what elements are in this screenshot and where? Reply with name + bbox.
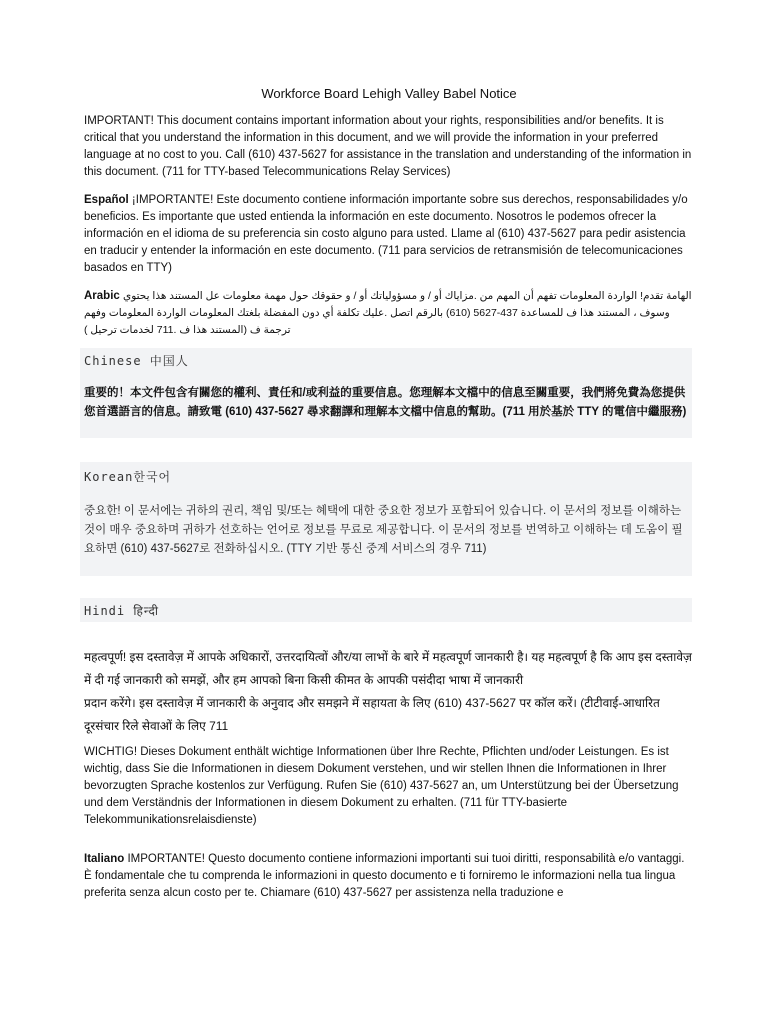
chinese-text: 重要的！本文件包含有關您的權利、責任和/或利益的重要信息。您理解本文檔中的信息至關重要，我們將免費為您提供您首選語言的信息。請致電 (610) 437-5627 尋求翻譯和理解本文檔中信息的幫助。(711 用於基於 TTY 的電信中繼服務) [84,387,687,418]
spanish-notice [84,192,692,277]
spanish-label: Español [84,194,129,206]
hindi-text-2: प्रदान करेंगे। इस दस्तावेज़ में जानकारी के अनुवाद और समझने में सहायता के लिए (610) 437-5627 पर कॉल करें। (टीटीवाई-आधारित दूरसंचार रिले सेवाओं के लिए 711 [84,696,660,733]
spanish-text: ¡IMPORTANTE! Este documento contiene información importante sobre sus derechos, responsabilidades y/o beneficios. Es importante que usted entienda la información en este documento. Nosotros le podemos ofrecer la información en el idioma de su preferencia sin costo alguno para usted. Llame al (610) 437-5627 para pedir asistencia en traducir y entender la información en este documento. (711 para servicios de retransmisión de telecomunicaciones basados en TTY) [84,194,688,274]
arabic-notice [84,288,692,339]
arabic-text: الهامة تقدم! الواردة المعلومات تفهم أن المهم من .مزاياك أو / و مسؤولياتك أو / و حقوقك حول مهمة معلومات عل المستند هذا يحتوي وسوف ، المستند هذا ف للمساعدة 437-5627 (610) بالرقم اتصل .عليك تكلفة أي دون المفضلة بلغتك المعلومات الواردة المعلومات وفهم ترجمة ف (المستند هذا ف .711 لخدمات ترحيل ) [84,290,692,336]
chinese-label: Chinese 中国人 [84,354,189,368]
italian-text: IMPORTANTE! Questo documento contiene informazioni importanti sui tuoi diritti, responsabilità e/o vantaggi. È fondamentale che tu comprenda le informazioni in questo documento e ti forniremo le informazioni nella tua lingua preferita senza alcun costo per te. Chiamare (610) 437-5627 per assistenza nella traduzione e [84,853,685,899]
italian-label: Italiano [84,853,125,865]
hindi-text-1: महत्वपूर्ण! इस दस्तावेज़ में आपके अधिकारों, उत्तरदायित्वों और/या लाभों के बारे में महत्वपूर्ण जानकारी है। यह महत्वपूर्ण है कि आप इस दस्तावेज़ में दी गई जानकारी को समझें, और हम आपको बिना किसी कीमत के आपकी पसंदीदा भाषा में जानकारी [84,650,692,687]
arabic-label: Arabic [84,290,120,302]
korean-text: 중요한! 이 문서에는 귀하의 권리, 책임 및/또는 혜택에 대한 중요한 정보가 포함되어 있습니다. 이 문서의 정보를 이해하는 것이 매우 중요하며 귀하가 선호하는 언어로 정보를 무료로 제공합니다. 이 문서의 정보를 번역하고 이해하는 데 도움이 필요하면 (610) 437-5627로 전화하십시오. (TTY 기반 통신 중계 서비스의 경우 711) [84,505,683,555]
italian-notice [84,851,692,902]
german-notice: WICHTIG! Dieses Dokument enthält wichtige Informationen über Ihre Rechte, Pflichten und/oder Leistungen. Es ist wichtig, dass Sie die Informationen in diesem Dokument verstehen, und wir stellen Ihnen die Informationen in Ihrer bevorzugten Sprache kostenlos zur Verfügung. Rufen Sie (610) 437-5627 an, um Unterstützung bei der Übersetzung und dem Verständnis der Informationen in diesem Dokument zu erhalten. (711 für TTY-basierte Telekommunikationsrelaisdienste) [84,746,679,826]
korean-label: Korean한국어 [84,470,172,484]
english-notice: IMPORTANT! This document contains important information about your rights, responsibilities and/or benefits. It is critical that you understand the information in this document, and we will provide the information in your preferred language at no cost to you. Call (610) 437-5627 for assistance in the translation and understanding of the information in this document. (711 for TTY-based Telecommunications Relay Services) [84,115,692,178]
hindi-label-band [80,598,692,622]
document-title: Workforce Board Lehigh Valley Babel Notice [261,86,517,101]
hindi-label: Hindi हिन्दी [84,604,160,618]
